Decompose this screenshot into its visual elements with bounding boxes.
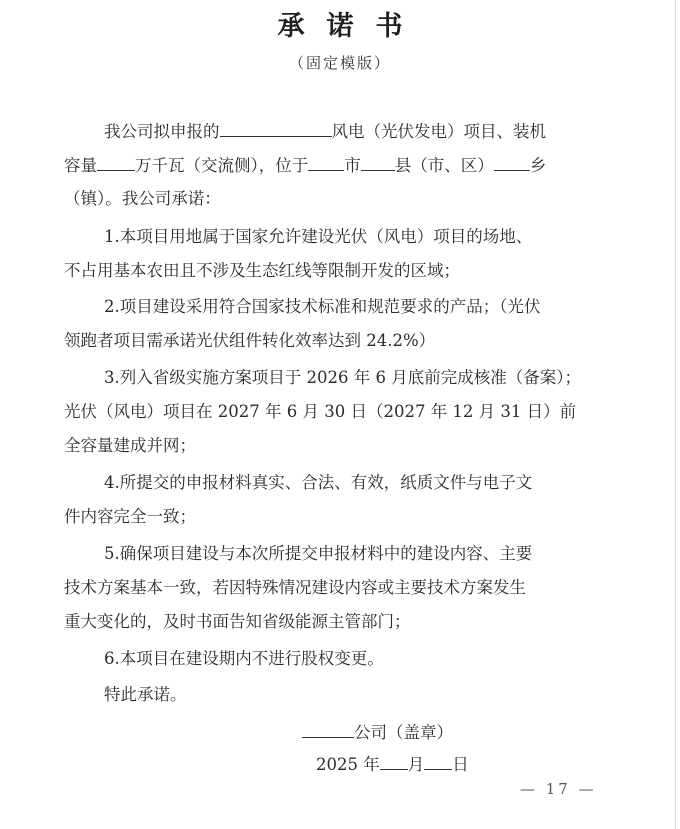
- intro-line-1: [104, 120, 604, 143]
- month-blank: [380, 753, 408, 770]
- project-name-blank: [220, 120, 332, 137]
- date-year: 2025 年: [316, 755, 380, 774]
- company-name-blank: [302, 721, 354, 738]
- commitment-item-3-cont2: 全容量建成并网；: [64, 436, 196, 455]
- intro-text: 市: [344, 156, 361, 175]
- commitment-item-5: 5.确保项目建设与本次所提交申报材料中的建设内容、主要: [104, 544, 533, 563]
- day-blank: [424, 753, 452, 770]
- date-month: 月: [407, 755, 425, 774]
- commitment-item-3: 3.列入省级实施方案项目于 2026 年 6 月底前完成核准（备案）；: [104, 368, 581, 387]
- page-number: — 17 —: [520, 780, 597, 798]
- document-title: 承诺书: [277, 11, 425, 42]
- date-day: 日: [452, 755, 469, 774]
- signature-date: [316, 753, 469, 776]
- intro-line-3: （镇）。我公司承诺：: [64, 189, 221, 208]
- closing-statement: 特此承诺。: [104, 685, 187, 704]
- document-subtitle: （固定模版）: [288, 54, 391, 72]
- commitment-item-6: 6.本项目在建设期内不进行股权变更。: [104, 649, 384, 668]
- commitment-item-1: 1.本项目用地属于国家允许建设光伏（风电）项目的场地、: [104, 227, 533, 246]
- intro-text: 乡: [529, 156, 547, 175]
- commitment-item-3-cont: 光伏（风电）项目在 2027 年 6 月 30 日（2027 年 12 月 31 日）前: [64, 402, 577, 421]
- intro-text: 我公司拟申报的: [104, 122, 220, 141]
- company-seal-line: [302, 721, 453, 744]
- intro-text: 县（市、区）: [394, 156, 494, 175]
- commitment-item-2: 2.项目建设采用符合国家技术标准和规范要求的产品；（光伏: [104, 297, 541, 316]
- commitment-item-5-cont2: 重大变化的，及时书面告知省级能源主管部门；: [64, 612, 411, 631]
- intro-line-2: [64, 154, 604, 177]
- intro-text: 万千瓦（交流侧），位于: [135, 156, 309, 175]
- capacity-blank: [97, 154, 135, 171]
- page-edge-divider: [675, 0, 676, 829]
- commitment-item-4: 4.所提交的申报材料真实、合法、有效，纸质文件与电子文: [104, 473, 533, 492]
- commitment-item-2-cont: 领跑者项目需承诺光伏组件转化效率达到 24.2%）: [64, 331, 436, 350]
- county-blank: [361, 154, 395, 171]
- city-blank: [308, 154, 344, 171]
- commitment-item-4-cont: 件内容完全一致；: [64, 507, 196, 526]
- commitment-item-5-cont: 技术方案基本一致，若因特殊情况建设内容或主要技术方案发生: [64, 578, 526, 597]
- commitment-item-1-cont: 不占用基本农田且不涉及生态红线等限制开发的区域；: [64, 261, 460, 280]
- intro-text: 风电（光伏发电）项目、装机: [331, 122, 546, 141]
- company-seal-label: 公司（盖章）: [354, 723, 453, 742]
- township-blank: [494, 154, 530, 171]
- intro-text: 容量: [64, 156, 97, 175]
